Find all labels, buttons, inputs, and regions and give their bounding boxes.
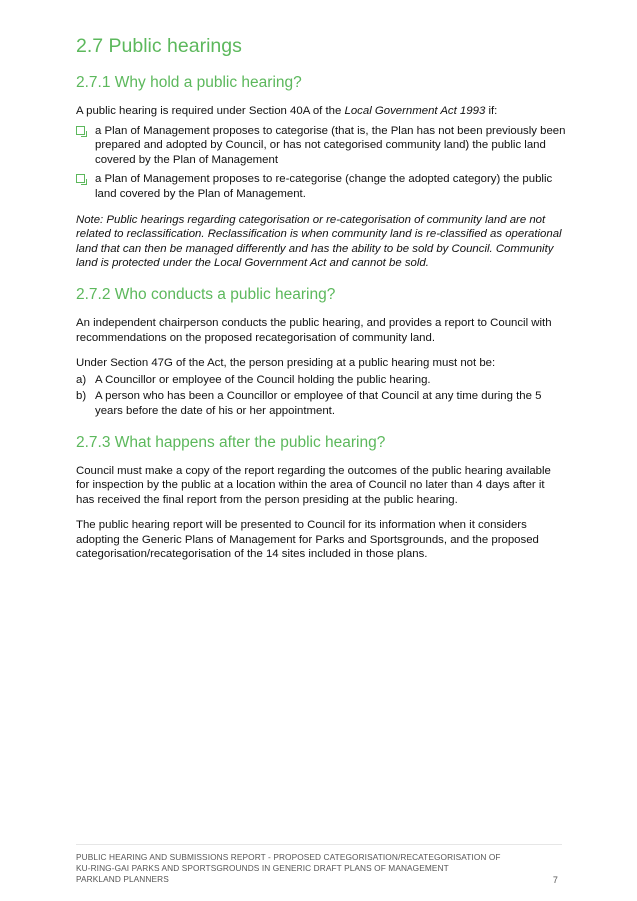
hearing-reasons-list [76, 124, 566, 202]
footer-line: KU-RING-GAI PARKS AND SPORTSGROUNDS IN GENERIC DRAFT PLANS OF MANAGEMENT [76, 863, 449, 873]
list-item [76, 389, 566, 418]
page-body [76, 34, 566, 562]
presiding-restrictions-list [76, 373, 566, 419]
list-item [76, 373, 566, 388]
act-name: Local Government Act 1993 [344, 105, 486, 117]
report-presentation-paragraph: The public hearing report will be presented to Council for its information when it considers adopting the Generic Plans of Management for Parks and Sportsgrounds, and the proposed categorisation/recategorisation of the 14 sites included in those plans. [76, 519, 539, 561]
bullet-text: a Plan of Management proposes to re-categorise (change the adopted category) the public land covered by the Plan of Management. [95, 173, 553, 200]
checkbox-bullet-icon [76, 126, 85, 135]
page-number: 7 [552, 875, 558, 885]
list-item [76, 124, 566, 168]
list-marker: b) [76, 390, 87, 403]
section-title: 2.7 Public hearings [76, 35, 242, 57]
reclassification-note: Note: Public hearings regarding categorisation or re-categorisation of community land are not related to reclassification. Reclassification is when community land is re-classified as operational land that can then be managed differently and has the ability to be sold by Council. Community land is protected under the Local Government Act and cannot be sold. [76, 213, 562, 270]
footer-line: PUBLIC HEARING AND SUBMISSIONS REPORT - PROPOSED CATEGORISATION/RECATEGORISATION OF [76, 852, 501, 862]
list-item-text: A Councillor or employee of the Council holding the public hearing. [95, 373, 431, 386]
heading-why-hold-hearing: 2.7.1 Why hold a public hearing? [76, 74, 302, 91]
chairperson-paragraph: An independent chairperson conducts the public hearing, and provides a report to Council with recommendations on the proposed recategorisation of community land. [76, 316, 552, 344]
checkbox-bullet-icon [76, 174, 85, 183]
section-47g-paragraph: Under Section 47G of the Act, the person presiding at a public hearing must not be: [76, 357, 496, 370]
intro-suffix: if: [485, 105, 498, 117]
heading-who-conducts: 2.7.2 Who conducts a public hearing? [76, 285, 336, 303]
footer-line: PARKLAND PLANNERS [76, 874, 169, 884]
heading-what-happens-after: 2.7.3 What happens after the public hearing? [76, 433, 386, 451]
intro-paragraph [76, 104, 566, 119]
list-item-text: A person who has been a Councillor or employee of that Council at any time during the 5 years before the date of his or her appointment. [95, 390, 542, 417]
bullet-text: a Plan of Management proposes to categorise (that is, the Plan has not been previously been prepared and adopted by Council, or has not categorised community land) the public land covered by the Plan of Management [95, 124, 566, 166]
report-copy-paragraph: Council must make a copy of the report regarding the outcomes of the public hearing available for inspection by the public at a location within the area of Council no later than 4 days after it has received the final report from the person presiding at the public hearing. [76, 464, 551, 506]
list-marker: a) [76, 373, 87, 386]
list-item [76, 172, 566, 201]
page-footer [76, 844, 562, 885]
intro-text: A public hearing is required under Section 40A of the [76, 105, 345, 117]
